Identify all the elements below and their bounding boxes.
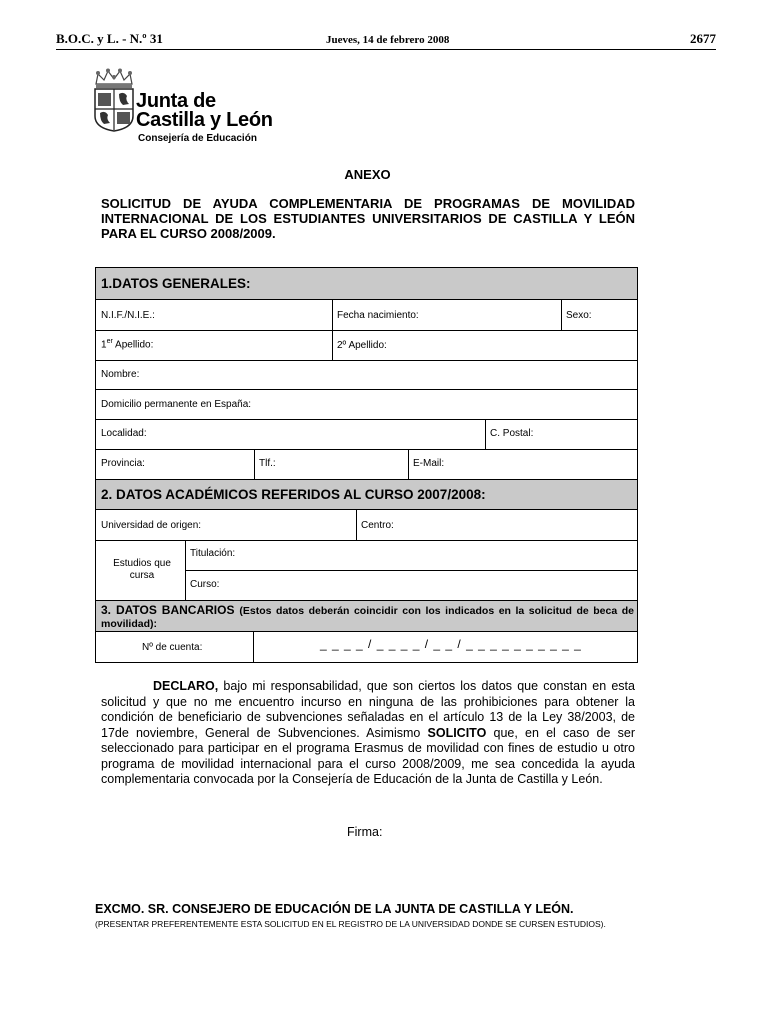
- section-bank-data-header: [96, 600, 637, 632]
- divider: [356, 510, 357, 540]
- first-surname-ordinal: er: [106, 338, 113, 345]
- header-divider: [56, 49, 716, 50]
- divider: [96, 449, 637, 450]
- email-field[interactable]: E-Mail:: [413, 458, 445, 469]
- divider: [254, 449, 255, 479]
- divider: [96, 360, 637, 361]
- birth-date-field[interactable]: Fecha nacimiento:: [337, 310, 419, 321]
- bank-section-title: 3. DATOS BANCARIOS: [101, 603, 235, 617]
- junta-name-line2: Castilla y León: [136, 109, 273, 131]
- signature-label: Firma:: [347, 825, 383, 839]
- junta-name: [136, 92, 273, 130]
- divider: [96, 419, 637, 420]
- province-field[interactable]: Provincia:: [101, 458, 145, 469]
- section-general-data-header: [96, 268, 637, 300]
- submission-instructions: (PRESENTAR PREFERENTEMENTE ESTA SOLICITUD EN EL REGISTRO DE LA UNIVERSIDAD DONDE SE CURSEN ESTUDIOS).: [95, 919, 606, 929]
- bulletin-reference: B.O.C. y L. - N.º 31: [56, 31, 163, 46]
- first-surname-field[interactable]: [101, 338, 153, 350]
- second-surname-field[interactable]: 2º Apellido:: [337, 340, 387, 351]
- application-form: [95, 267, 638, 663]
- first-surname-label: Apellido:: [112, 339, 154, 351]
- section-title: [101, 604, 634, 630]
- declaration-body-1: bajo mi responsabilidad, que son ciertos los datos que constan en esta solicitud y que no me encuentro incurso en ninguna de las prohibiciones para obtener la condición de beneficiario de subvenciones señaladas en el artículo 13 de la Ley 38/2003, de 17de noviembre, General de Subvenciones. Asimismo: [101, 679, 635, 740]
- divider: [96, 330, 637, 331]
- annex-heading: ANEXO: [344, 167, 391, 182]
- studies-label: Estudios que cursa: [113, 558, 171, 581]
- address-field[interactable]: Domicilio permanente en España:: [101, 399, 252, 410]
- name-field[interactable]: Nombre:: [101, 369, 140, 380]
- section-title: 2. DATOS ACADÉMICOS REFERIDOS AL CURSO 2007/2008:: [101, 487, 486, 502]
- addressee: EXCMO. SR. CONSEJERO DE EDUCACIÓN DE LA JUNTA DE CASTILLA Y LEÓN.: [95, 902, 574, 916]
- account-label: Nº de cuenta:: [142, 642, 203, 653]
- coat-of-arms-icon: [92, 68, 136, 132]
- bulletin-header: [56, 31, 716, 49]
- bank-section-note: (Estos datos deberán coincidir con los indicados en la solicitud de beca de movilidad):: [101, 605, 634, 630]
- first-surname-number: 1: [101, 339, 107, 351]
- declaration-body-2: que, en el caso de ser seleccionado para participar en el programa Erasmus de movilidad con fines de estudio u otro programa de movilidad internacional para el curso 2008/2009, me sea concedida la ayuda complementaria convocada por la Consejería de Educación de la Junta de Castilla y León.: [101, 725, 635, 786]
- divider: [408, 449, 409, 479]
- divider: [332, 300, 333, 330]
- divider: [561, 300, 562, 330]
- divider: [332, 330, 333, 360]
- page-number: 2677: [690, 31, 716, 46]
- center-field[interactable]: Centro:: [361, 520, 394, 531]
- sex-field[interactable]: Sexo:: [566, 310, 592, 321]
- junta-logo: [92, 68, 292, 152]
- postal-code-field[interactable]: C. Postal:: [490, 428, 534, 439]
- university-field[interactable]: Universidad de origen:: [101, 520, 202, 531]
- divider: [185, 570, 637, 571]
- department-name: Consejería de Educación: [138, 133, 257, 144]
- degree-field[interactable]: Titulación:: [190, 548, 236, 559]
- declaration-text: [101, 679, 635, 788]
- section-academic-data-header: [96, 479, 637, 510]
- declaro-keyword: DECLARO,: [152, 679, 219, 693]
- account-number-field[interactable]: _ _ _ _ / _ _ _ _ / _ _ / _ _ _ _ _ _ _ _ _ _: [320, 637, 582, 651]
- phone-field[interactable]: Tlf.:: [259, 458, 276, 469]
- course-field[interactable]: Curso:: [190, 579, 220, 590]
- divider: [253, 632, 254, 662]
- divider: [485, 419, 486, 449]
- solicito-keyword: SOLICITO: [427, 725, 487, 740]
- bulletin-date: Jueves, 14 de febrero 2008: [326, 34, 450, 46]
- document-title: SOLICITUD DE AYUDA COMPLEMENTARIA DE PROGRAMAS DE MOVILIDAD INTERNACIONAL DE LOS ESTUDIANTES UNIVERSITARIOS DE CASTILLA Y LEÓN PARA EL CURSO 2008/2009.: [101, 196, 635, 241]
- divider: [96, 389, 637, 390]
- nif-field[interactable]: N.I.F./N.I.E.:: [101, 310, 155, 321]
- junta-name-line1: Junta de: [136, 90, 216, 112]
- section-title: 1.DATOS GENERALES:: [101, 276, 251, 291]
- locality-field[interactable]: Localidad:: [101, 428, 147, 439]
- divider: [96, 540, 637, 541]
